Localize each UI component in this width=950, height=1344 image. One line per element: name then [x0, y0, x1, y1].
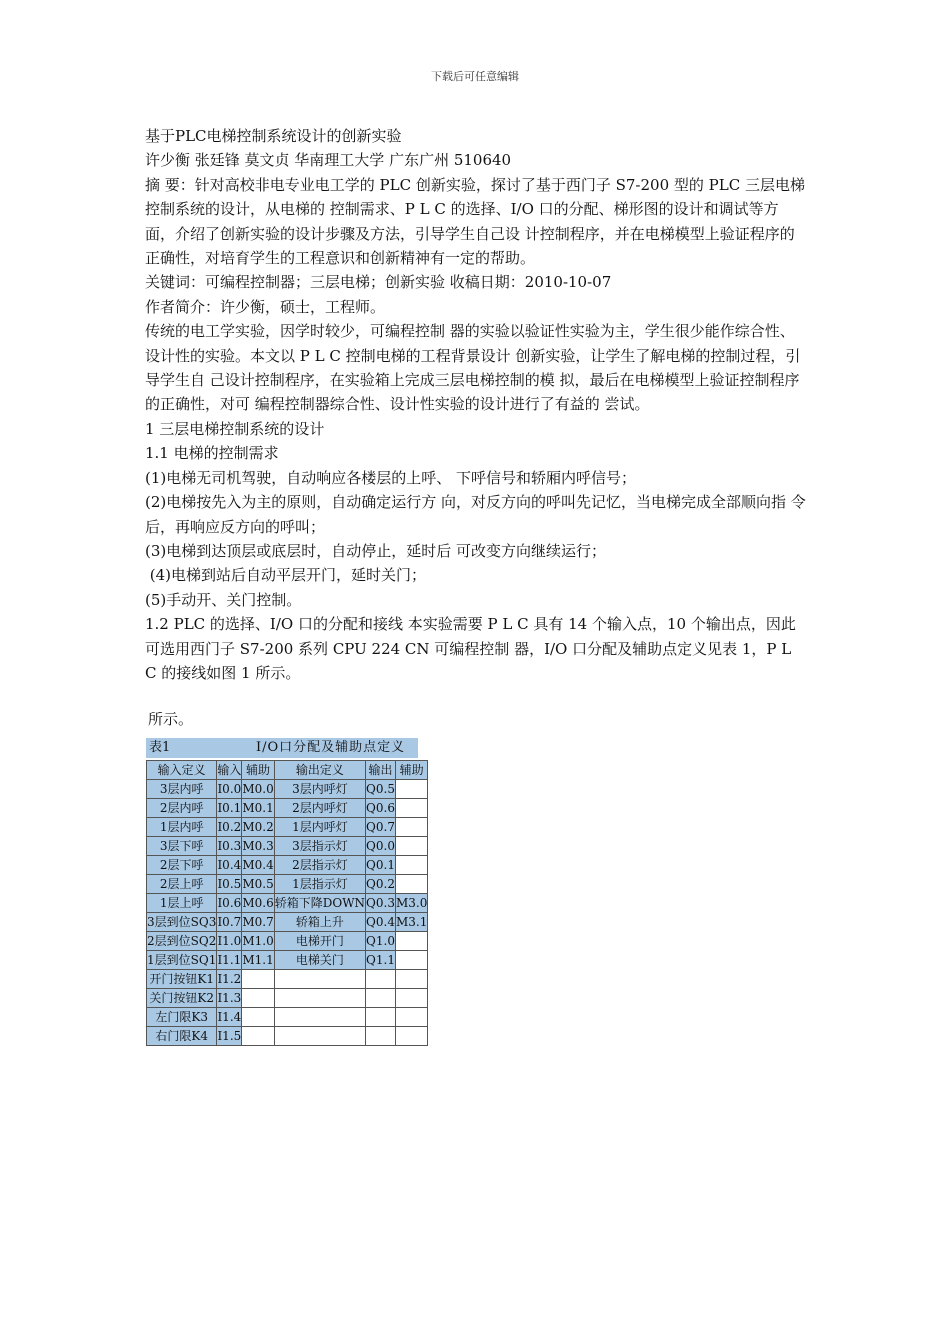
table-row: [147, 1027, 428, 1046]
table-cell-output-address: Q0.4: [366, 913, 396, 932]
table-cell-output-definition: [274, 1008, 365, 1027]
subsection-heading-1-1: 1.1 电梯的控制需求: [145, 444, 279, 463]
table-cell-input-definition: 2层内呼: [147, 799, 217, 818]
table-title: I/O口分配及辅助点定义: [256, 740, 406, 755]
table-cell-output-definition: 3层指示灯: [274, 837, 365, 856]
table-cell-input-aux: M0.1: [242, 799, 274, 818]
table-cell-output-address: Q1.1: [366, 951, 396, 970]
table-cell-input-definition: 左门限K3: [147, 1008, 217, 1027]
requirement-3: (3)电梯到达顶层或底层时，自动停止，延时后 可改变方向继续运行；: [145, 541, 607, 560]
table-cell-input-definition: 1层上呼: [147, 894, 217, 913]
table-cell-output-definition: 电梯关门: [274, 951, 365, 970]
table-cell-output-address: Q0.6: [366, 799, 396, 818]
table-cell-input-aux: M0.3: [242, 837, 274, 856]
table-cell-output-address: [366, 989, 396, 1008]
abstract: 摘 要：针对高校非电专业电工学的 PLC 创新实验，探讨了基于西门子 S7-200 型的 PLC 三层电梯控制系统的设计，从电梯的 控制需求、P L C 的选择、I/O 口的分配、梯形图的设计和调试等方面，介绍了创新实验的设计步骤及方法，引导学生自己设 计控制程序，并在电梯模型上验证程序的正确性，对培育学生的工程意识和创新精神有一定的帮助。: [145, 175, 805, 268]
table-cell-input-address: I0.6: [217, 894, 242, 913]
table-cell-output-address: Q0.0: [366, 837, 396, 856]
requirement-1: (1)电梯无司机驾驶，自动响应各楼层的上呼、 下呼信号和轿厢内呼信号；: [145, 468, 637, 487]
page-header-note: 下载后可任意编辑: [431, 70, 519, 83]
table-cell-input-aux: M0.4: [242, 856, 274, 875]
table-cell-output-definition: 轿箱下降DOWN: [274, 894, 365, 913]
table-cell-output-aux: [395, 951, 427, 970]
table-cell-input-definition: 关门按钮K2: [147, 989, 217, 1008]
table-cell-output-definition: 3层内呼灯: [274, 780, 365, 799]
table-row: [147, 989, 428, 1008]
table-cell-output-definition: 1层指示灯: [274, 875, 365, 894]
table-cell-output-definition: [274, 1027, 365, 1046]
io-allocation-table: [146, 760, 428, 1046]
table-cell-input-definition: 3层内呼: [147, 780, 217, 799]
table-cell-input-aux: [242, 970, 274, 989]
author-bio: 作者简介：许少衡，硕士，工程师。: [145, 297, 386, 316]
table-cell-input-address: I0.1: [217, 799, 242, 818]
table-cell-output-aux: [395, 818, 427, 837]
table-cell-output-aux: [395, 799, 427, 818]
table-cell-input-address: I1.1: [217, 951, 242, 970]
table-cell-output-aux: [395, 856, 427, 875]
table-cell-input-aux: M0.5: [242, 875, 274, 894]
table-cell-input-definition: 3层到位SQ3: [147, 913, 217, 932]
table-row: [147, 913, 428, 932]
section-heading-1: 1 三层电梯控制系统的设计: [145, 419, 325, 438]
table-cell-input-address: I1.5: [217, 1027, 242, 1046]
table-cell-output-aux: [395, 970, 427, 989]
table-row: [147, 932, 428, 951]
keywords: 关键词：可编程控制器；三层电梯；创新实验 收稿日期：2010-10-07: [145, 273, 612, 292]
table-cell-input-address: I0.4: [217, 856, 242, 875]
table-cell-input-definition: 2层到位SQ2: [147, 932, 217, 951]
table-cell-input-aux: [242, 1027, 274, 1046]
requirement-5: (5)手动开、关门控制。: [145, 590, 302, 609]
table-cell-input-definition: 2层上呼: [147, 875, 217, 894]
table-cell-input-aux: [242, 1008, 274, 1027]
table-cell-output-address: Q0.3: [366, 894, 396, 913]
table-header-row: [147, 761, 428, 780]
requirement-4: (4)电梯到站后自动平层开门，延时关门；: [145, 566, 427, 585]
column-header-input-definition: 输入定义: [147, 761, 217, 780]
table-cell-output-aux: M3.1: [395, 913, 427, 932]
table-row: [147, 1008, 428, 1027]
table-cell-input-address: I1.0: [217, 932, 242, 951]
table-cell-output-aux: [395, 780, 427, 799]
table-title-bar: [146, 738, 418, 758]
subsection-heading-1-2: 1.2 PLC 的选择、I/O 口的分配和接线 本实验需要 P L C 具有 14 个输入点，10 个输出点，因此可选用西门子 S7-200 系列 CPU 224 CN 可编程控制 器，I/O 口分配及辅助点定义见表 1，P L C 的接线如图 1 所示。: [145, 615, 796, 682]
table-cell-output-address: [366, 970, 396, 989]
table-cell-input-address: I0.2: [217, 818, 242, 837]
table-cell-output-address: Q0.1: [366, 856, 396, 875]
table-cell-output-definition: [274, 970, 365, 989]
table-cell-input-address: I0.0: [217, 780, 242, 799]
table-cell-output-aux: [395, 932, 427, 951]
table-row: [147, 951, 428, 970]
table-cell-output-address: Q0.2: [366, 875, 396, 894]
table-cell-input-address: I1.2: [217, 970, 242, 989]
table-cell-input-aux: M1.1: [242, 951, 274, 970]
table-cell-output-aux: [395, 875, 427, 894]
table-row: [147, 875, 428, 894]
intro-paragraph: 传统的电工学实验，因学时较少，可编程控制 器的实验以验证性实验为主，学生很少能作综合性、 设计性的实验。本文以 P L C 控制电梯的工程背景设计 创新实验，让学生了解电梯的控制过程，引导学生自 己设计控制程序，在实验箱上完成三层电梯控制的模 拟，最后在电梯模型上验证控制程序的正确性，对可 编程控制器综合性、设计性实验的设计进行了有益的 尝试。: [145, 322, 801, 414]
table-row: [147, 837, 428, 856]
table-cell-output-address: [366, 1027, 396, 1046]
table-cell-input-address: I1.3: [217, 989, 242, 1008]
table-cell-output-address: Q1.0: [366, 932, 396, 951]
table-cell-output-definition: [274, 989, 365, 1008]
table-cell-output-aux: [395, 837, 427, 856]
table-cell-output-aux: [395, 989, 427, 1008]
table-image-fragment-text: 所示。: [148, 712, 194, 726]
authors-line: 许少衡 张廷锋 莫文贞 华南理工大学 广东广州 510640: [145, 151, 512, 170]
table-row: [147, 799, 428, 818]
table-cell-input-aux: M0.2: [242, 818, 274, 837]
table-cell-output-definition: 2层内呼灯: [274, 799, 365, 818]
article-title: 基于PLC电梯控制系统设计的创新实验: [145, 127, 402, 145]
table-cell-input-definition: 开门按钮K1: [147, 970, 217, 989]
document-body: [145, 124, 807, 685]
table-cell-output-definition: 1层内呼灯: [274, 818, 365, 837]
column-header-output-definition: 输出定义: [274, 761, 365, 780]
table-cell-output-address: Q0.5: [366, 780, 396, 799]
requirement-2: (2)电梯按先入为主的原则，自动确定运行方 向，对反方向的呼叫先记忆，当电梯完成全部顺向指 令后，再响应反方向的呼叫；: [145, 493, 806, 536]
table-cell-output-aux: [395, 1027, 427, 1046]
table-cell-output-definition: 2层指示灯: [274, 856, 365, 875]
table-row: [147, 970, 428, 989]
column-header-input-address: 输入: [217, 761, 242, 780]
table-cell-input-aux: M0.0: [242, 780, 274, 799]
table-cell-output-definition: 轿箱上升: [274, 913, 365, 932]
table-cell-input-aux: M1.0: [242, 932, 274, 951]
column-header-output-aux: 辅助: [395, 761, 427, 780]
table-row: [147, 894, 428, 913]
table-row: [147, 856, 428, 875]
table-cell-input-address: I0.3: [217, 837, 242, 856]
table-cell-output-address: Q0.7: [366, 818, 396, 837]
table-cell-output-aux: [395, 1008, 427, 1027]
table-number: 表1: [149, 740, 171, 755]
table-cell-input-aux: M0.7: [242, 913, 274, 932]
column-header-output-address: 输出: [366, 761, 396, 780]
table-cell-input-definition: 3层下呼: [147, 837, 217, 856]
table-cell-output-aux: M3.0: [395, 894, 427, 913]
table-cell-output-definition: 电梯开门: [274, 932, 365, 951]
table-cell-input-aux: M0.6: [242, 894, 274, 913]
table-cell-output-address: [366, 1008, 396, 1027]
table-row: [147, 780, 428, 799]
table-cell-input-address: I0.7: [217, 913, 242, 932]
table-row: [147, 818, 428, 837]
table-cell-input-address: I0.5: [217, 875, 242, 894]
table-cell-input-address: I1.4: [217, 1008, 242, 1027]
table-cell-input-definition: 2层下呼: [147, 856, 217, 875]
table-cell-input-definition: 1层内呼: [147, 818, 217, 837]
table-cell-input-definition: 右门限K4: [147, 1027, 217, 1046]
table-cell-input-aux: [242, 989, 274, 1008]
column-header-input-aux: 辅助: [242, 761, 274, 780]
table-cell-input-definition: 1层到位SQ1: [147, 951, 217, 970]
